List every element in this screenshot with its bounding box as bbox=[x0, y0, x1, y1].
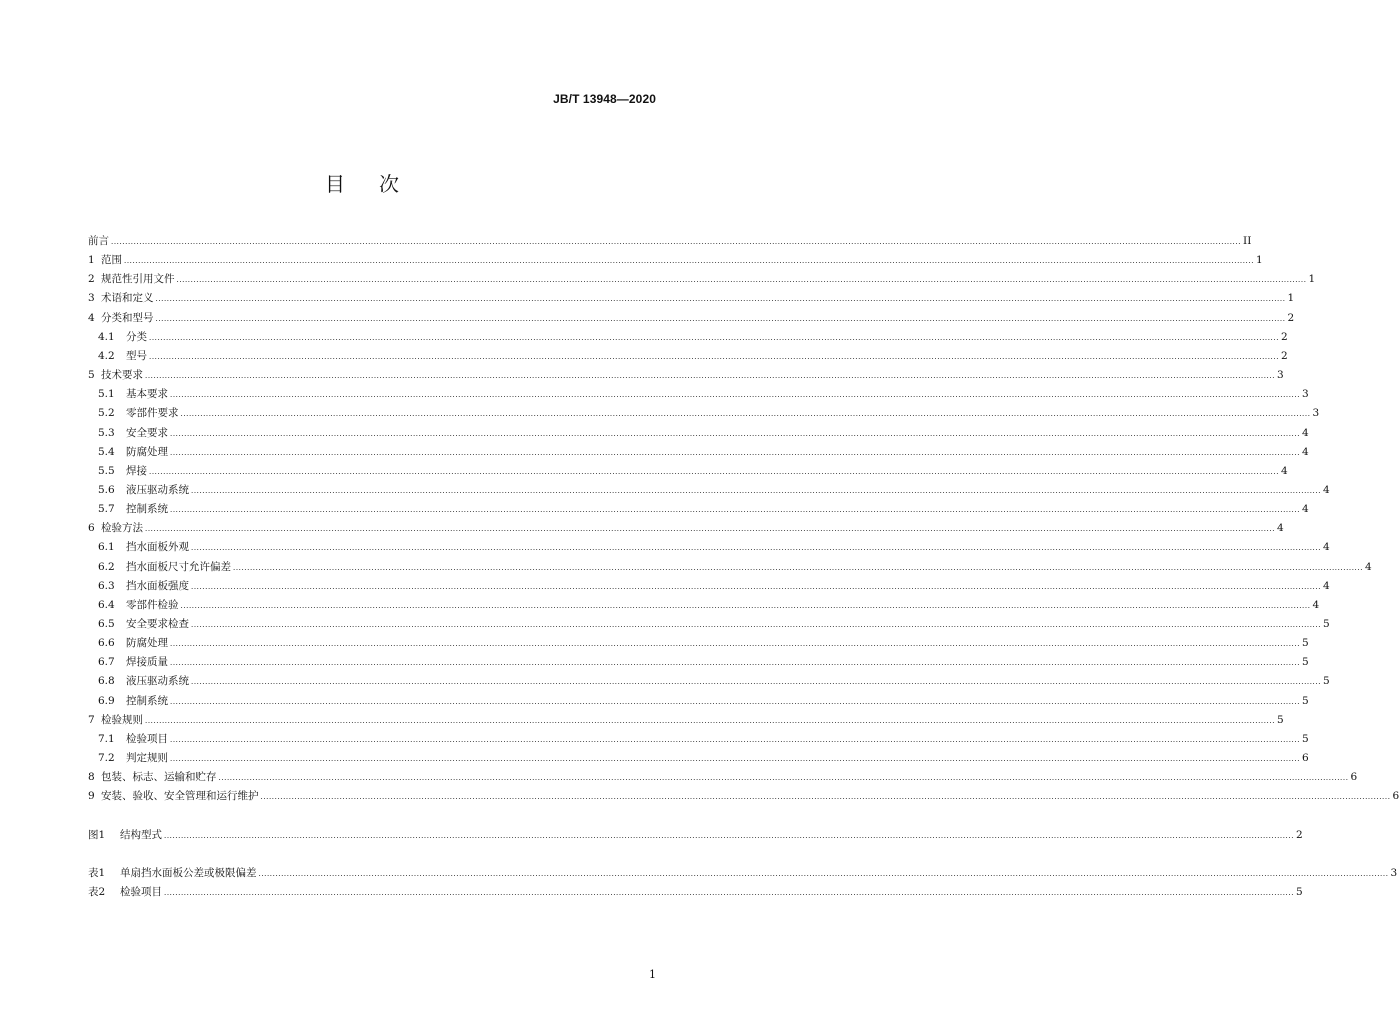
toc-entry-title: 控制系统 bbox=[126, 503, 168, 516]
toc-entry-title: 防腐处理 bbox=[126, 445, 168, 458]
toc-entry[interactable] bbox=[88, 669, 1330, 688]
toc-entry-page: 5 bbox=[1302, 656, 1309, 669]
toc-entry-page: 4 bbox=[1281, 464, 1288, 477]
toc-entry-title: 安全要求 bbox=[126, 426, 168, 439]
toc-entry-number: 5.6 bbox=[98, 483, 115, 496]
toc-leader-dots: ................................................................................................................................................................................................................................................................................................................................................................................................................ bbox=[155, 295, 1286, 304]
toc-entry-title: 检验项目 bbox=[126, 732, 168, 745]
toc-entry[interactable] bbox=[88, 267, 1316, 286]
toc-leader-dots: ................................................................................................................................................................................................................................................................................................................................................................................................................ bbox=[124, 257, 1255, 266]
toc-entry-number: 6.5 bbox=[98, 618, 115, 630]
toc-entry-number: 6.7 bbox=[98, 656, 115, 669]
toc-leader-dots: ................................................................................................................................................................................................................................................................................................................................................................................................................ bbox=[149, 352, 1280, 361]
toc-entry-number: 图1 bbox=[88, 828, 106, 841]
toc-entry[interactable] bbox=[88, 689, 1309, 708]
toc-entry[interactable] bbox=[88, 823, 1303, 842]
toc-entry[interactable] bbox=[88, 593, 1320, 612]
toc-entry-page: 5 bbox=[1323, 618, 1330, 630]
toc-entry[interactable] bbox=[88, 306, 1295, 325]
toc-entry-page: 2 bbox=[1296, 828, 1303, 841]
toc-entry-page: 4 bbox=[1323, 541, 1330, 554]
toc-entry-title: 液压驱动系统 bbox=[126, 483, 189, 496]
toc-entry[interactable] bbox=[88, 286, 1295, 305]
toc-leader-dots: ................................................................................................................................................................................................................................................................................................................................................................................................................ bbox=[180, 410, 1311, 419]
toc-entry-page: 3 bbox=[1312, 407, 1320, 420]
toc-entry-number: 6.3 bbox=[98, 579, 115, 592]
toc-entry-page: 3 bbox=[1277, 369, 1284, 382]
toc-entry-title: 单扇挡水面板公差或极限偏差 bbox=[120, 866, 257, 879]
toc-entry-number: 4.2 bbox=[98, 349, 115, 362]
toc-entry[interactable] bbox=[88, 478, 1330, 497]
toc-leader-dots: ................................................................................................................................................................................................................................................................................................................................................................................................................ bbox=[149, 467, 1280, 476]
toc-entry-page: 4 bbox=[1323, 483, 1330, 496]
toc-entry-page: 1 bbox=[1308, 273, 1316, 286]
toc-entry-title: 前言 bbox=[88, 235, 109, 247]
toc-entry-page: 6 bbox=[1302, 752, 1309, 765]
toc-entry-number: 5.4 bbox=[98, 445, 115, 458]
toc-leader-dots: ................................................................................................................................................................................................................................................................................................................................................................................................................ bbox=[191, 544, 1322, 553]
toc-entry-page: 5 bbox=[1323, 675, 1330, 688]
toc-entry[interactable] bbox=[88, 574, 1330, 593]
toc-entry-number: 5 bbox=[88, 369, 95, 382]
toc-entry-number: 6.8 bbox=[98, 675, 115, 688]
toc-entry[interactable] bbox=[88, 727, 1309, 746]
toc-entry-page: 6 bbox=[1392, 790, 1399, 803]
toc-entry[interactable] bbox=[88, 248, 1263, 267]
toc-entry-title: 判定规则 bbox=[126, 752, 168, 765]
toc-leader-dots: ................................................................................................................................................................................................................................................................................................................................................................................................................ bbox=[145, 716, 1276, 725]
toc-entry[interactable] bbox=[88, 861, 1398, 880]
toc-entry[interactable] bbox=[88, 440, 1309, 459]
toc-leader-dots: ................................................................................................................................................................................................................................................................................................................................................................................................................ bbox=[233, 563, 1364, 572]
toc-leader-dots: ................................................................................................................................................................................................................................................................................................................................................................................................................ bbox=[170, 735, 1301, 744]
toc-leader-dots: ................................................................................................................................................................................................................................................................................................................................................................................................................ bbox=[164, 831, 1295, 840]
toc-entry-title: 范围 bbox=[101, 254, 122, 267]
toc-leader-dots: ................................................................................................................................................................................................................................................................................................................................................................................................................ bbox=[155, 314, 1286, 323]
toc-entry-page: 5 bbox=[1302, 637, 1309, 650]
toc-entry-title: 挡水面板尺寸允许偏差 bbox=[126, 560, 231, 573]
toc-entry-title: 规范性引用文件 bbox=[101, 273, 175, 286]
toc-entry-number: 9 bbox=[88, 790, 95, 803]
toc-entry-title: 技术要求 bbox=[101, 369, 143, 382]
toc-entry[interactable] bbox=[88, 555, 1372, 574]
toc-entry-page: 5 bbox=[1302, 694, 1309, 707]
toc-entry[interactable] bbox=[88, 401, 1320, 420]
toc-entry-title: 包装、标志、运输和贮存 bbox=[101, 771, 217, 784]
toc-entry-page: 2 bbox=[1281, 349, 1288, 362]
toc-entry-number: 5.1 bbox=[98, 388, 115, 401]
toc-leader-dots: ................................................................................................................................................................................................................................................................................................................................................................................................................ bbox=[145, 372, 1276, 381]
toc-entry-title: 分类和型号 bbox=[101, 311, 154, 324]
toc-entry-page: 5 bbox=[1296, 885, 1303, 898]
toc-entry-number: 6 bbox=[88, 522, 95, 535]
toc-entry[interactable] bbox=[88, 650, 1309, 669]
page-number: 1 bbox=[649, 968, 656, 981]
toc-entry-number: 5.7 bbox=[98, 503, 115, 516]
toc-entry-number: 6.6 bbox=[98, 637, 115, 650]
toc-entry[interactable] bbox=[88, 325, 1288, 344]
toc-leader-dots: ................................................................................................................................................................................................................................................................................................................................................................................................................ bbox=[191, 486, 1322, 495]
toc-entry-number: 表1 bbox=[88, 866, 106, 879]
toc-entry[interactable] bbox=[88, 382, 1309, 401]
toc-leader-dots: ................................................................................................................................................................................................................................................................................................................................................................................................................ bbox=[170, 429, 1301, 438]
toc-entry-page: 4 bbox=[1323, 579, 1330, 592]
toc-entry-page: 4 bbox=[1312, 598, 1320, 611]
toc-entry[interactable] bbox=[88, 765, 1358, 784]
toc-entry[interactable] bbox=[88, 880, 1303, 899]
toc-entry-title: 焊接质量 bbox=[126, 656, 168, 669]
toc-entry-title: 检验方法 bbox=[101, 522, 143, 535]
toc-entry[interactable] bbox=[88, 459, 1288, 478]
toc-entry[interactable] bbox=[88, 421, 1309, 440]
toc-entry-page: II bbox=[1243, 235, 1252, 247]
toc-entry-title: 安装、验收、安全管理和运行维护 bbox=[101, 790, 259, 803]
toc-entry-title: 基本要求 bbox=[126, 388, 168, 401]
toc-entry-title: 术语和定义 bbox=[101, 292, 154, 305]
toc-entry-page: 2 bbox=[1281, 330, 1288, 343]
toc-entry-title: 控制系统 bbox=[126, 694, 168, 707]
toc-entry-page: 6 bbox=[1350, 771, 1358, 784]
toc-leader-dots: ................................................................................................................................................................................................................................................................................................................................................................................................................ bbox=[191, 582, 1322, 591]
toc-entry[interactable] bbox=[88, 708, 1284, 727]
toc-entry-page: 5 bbox=[1277, 713, 1284, 726]
toc-entry[interactable] bbox=[88, 631, 1309, 650]
toc-leader-dots: ................................................................................................................................................................................................................................................................................................................................................................................................................ bbox=[260, 793, 1391, 802]
toc-entry-title: 液压驱动系统 bbox=[126, 675, 189, 688]
toc-entry[interactable] bbox=[88, 612, 1330, 631]
toc-entry-number: 6.9 bbox=[98, 694, 115, 707]
toc-entry-number: 6.2 bbox=[98, 560, 115, 573]
toc-entry-number: 3 bbox=[88, 292, 95, 305]
standard-code: JB/T 13948—2020 bbox=[553, 92, 656, 106]
toc-entry-number: 5.3 bbox=[98, 426, 115, 439]
title-char-1: 目 bbox=[325, 172, 345, 196]
toc-entry-number: 7.1 bbox=[98, 732, 115, 745]
toc-entry-number: 7.2 bbox=[98, 752, 115, 765]
toc-entry-title: 分类 bbox=[126, 330, 147, 343]
toc-entry-title: 结构型式 bbox=[120, 828, 162, 841]
toc-leader-dots: ................................................................................................................................................................................................................................................................................................................................................................................................................ bbox=[149, 333, 1280, 342]
toc-entry-page: 1 bbox=[1256, 254, 1263, 267]
page-title bbox=[0, 168, 724, 197]
toc-entry-number: 4.1 bbox=[98, 330, 115, 343]
toc-entry-number: 5.5 bbox=[98, 464, 115, 477]
toc-entry-title: 挡水面板强度 bbox=[126, 579, 189, 592]
toc-leader-dots: ................................................................................................................................................................................................................................................................................................................................................................................................................ bbox=[191, 621, 1322, 629]
toc-entry-page: 4 bbox=[1302, 426, 1309, 439]
toc-entry-title: 焊接 bbox=[126, 464, 147, 477]
toc-entry-title: 挡水面板外观 bbox=[126, 541, 189, 554]
toc-entry-page: 5 bbox=[1302, 732, 1309, 745]
toc-leader-dots: ................................................................................................................................................................................................................................................................................................................................................................................................................ bbox=[170, 391, 1301, 400]
toc-entry[interactable] bbox=[88, 344, 1288, 363]
title-char-2: 次 bbox=[379, 172, 399, 196]
toc-leader-dots: ................................................................................................................................................................................................................................................................................................................................................................................................................ bbox=[111, 238, 1242, 246]
toc-entry-number: 5.2 bbox=[98, 407, 115, 420]
toc-entry-title: 零部件检验 bbox=[126, 598, 179, 611]
toc-entry-number: 表2 bbox=[88, 885, 106, 898]
toc-entry-title: 型号 bbox=[126, 349, 147, 362]
toc-leader-dots: ................................................................................................................................................................................................................................................................................................................................................................................................................ bbox=[170, 659, 1301, 668]
toc-leader-dots: ................................................................................................................................................................................................................................................................................................................................................................................................................ bbox=[258, 869, 1389, 878]
toc-entry-page: 4 bbox=[1365, 560, 1372, 573]
toc-leader-dots: ................................................................................................................................................................................................................................................................................................................................................................................................................ bbox=[191, 678, 1322, 687]
toc-leader-dots: ................................................................................................................................................................................................................................................................................................................................................................................................................ bbox=[170, 697, 1301, 706]
toc-entry[interactable] bbox=[88, 497, 1309, 516]
toc-leader-dots: ................................................................................................................................................................................................................................................................................................................................................................................................................ bbox=[180, 601, 1311, 610]
toc-entry-page: 4 bbox=[1302, 445, 1309, 458]
toc-leader-dots: ................................................................................................................................................................................................................................................................................................................................................................................................................ bbox=[145, 525, 1276, 534]
toc-leader-dots: ................................................................................................................................................................................................................................................................................................................................................................................................................ bbox=[170, 506, 1301, 515]
toc-leader-dots: ................................................................................................................................................................................................................................................................................................................................................................................................................ bbox=[176, 276, 1307, 285]
toc-leader-dots: ................................................................................................................................................................................................................................................................................................................................................................................................................ bbox=[164, 888, 1295, 897]
toc-entry-title: 防腐处理 bbox=[126, 637, 168, 650]
toc-entry[interactable] bbox=[88, 229, 1252, 248]
toc-leader-dots: ................................................................................................................................................................................................................................................................................................................................................................................................................ bbox=[170, 640, 1301, 649]
toc-entry-page: 1 bbox=[1287, 292, 1295, 305]
toc-entry-title: 零部件要求 bbox=[126, 407, 179, 420]
toc-leader-dots: ................................................................................................................................................................................................................................................................................................................................................................................................................ bbox=[170, 448, 1301, 457]
toc-entry[interactable] bbox=[88, 784, 1399, 803]
toc-entry[interactable] bbox=[88, 535, 1330, 554]
toc-entry-number: 2 bbox=[88, 273, 95, 286]
toc-entry-number: 6.1 bbox=[98, 541, 115, 554]
toc-entry-number: 4 bbox=[88, 311, 95, 324]
toc-entry[interactable] bbox=[88, 516, 1284, 535]
toc-entry-title: 检验规则 bbox=[101, 713, 143, 726]
toc-entry-title: 检验项目 bbox=[120, 885, 162, 898]
toc-entry-page: 3 bbox=[1390, 866, 1398, 879]
toc-entry-number: 8 bbox=[88, 771, 95, 784]
toc-entry-page: 4 bbox=[1277, 522, 1284, 535]
toc-leader-dots: ................................................................................................................................................................................................................................................................................................................................................................................................................ bbox=[170, 755, 1301, 764]
toc-entry-number: 7 bbox=[88, 713, 95, 726]
toc-entry-page: 3 bbox=[1302, 388, 1309, 401]
toc-entry[interactable] bbox=[88, 363, 1284, 382]
toc-entry-page: 2 bbox=[1287, 311, 1295, 324]
toc-entry-title: 安全要求检查 bbox=[126, 618, 189, 630]
toc-entry-page: 4 bbox=[1302, 503, 1309, 516]
toc-entry-number: 1 bbox=[88, 254, 95, 267]
toc-entry[interactable] bbox=[88, 746, 1309, 765]
toc-leader-dots: ................................................................................................................................................................................................................................................................................................................................................................................................................ bbox=[218, 774, 1349, 783]
toc-entry-number: 6.4 bbox=[98, 598, 115, 611]
